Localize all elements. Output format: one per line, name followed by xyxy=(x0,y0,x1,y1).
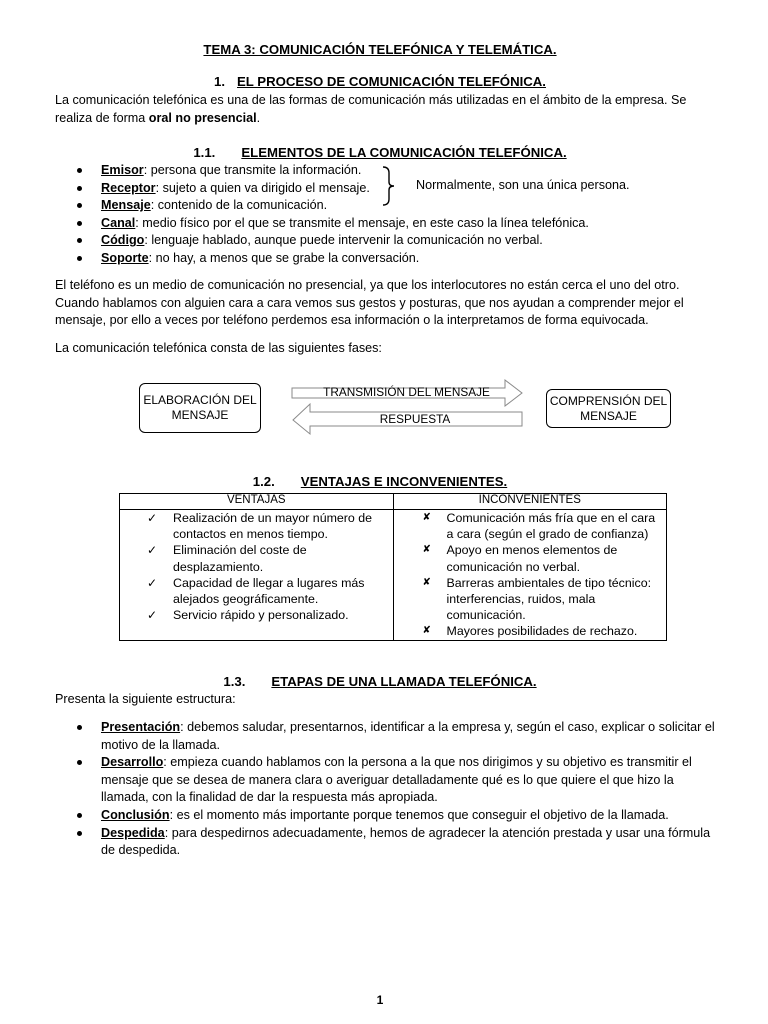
list-item xyxy=(55,719,715,754)
list-item xyxy=(394,542,663,574)
list-text: Comunicación más fría que en el cara a cara (según el grado de confianza) xyxy=(446,511,656,542)
section-1-3-intro: Presenta la siguiente estructura: xyxy=(55,692,236,706)
list-item xyxy=(394,623,663,639)
list-text: Servicio rápido y personalizado. xyxy=(173,608,349,623)
arrow-label-transmision: TRANSMISIÓN DEL MENSAJE xyxy=(323,385,490,399)
section-1-intro xyxy=(55,92,715,127)
list-text: : medio físico por el que se transmite el mensaje, en este caso la línea telefónica. xyxy=(135,215,589,230)
list-text: Capacidad de llegar a lugares más alejados geográficamente. xyxy=(173,575,365,607)
etapas-list xyxy=(55,719,715,860)
inconvenientes-cell xyxy=(393,510,667,641)
list-term: Despedida xyxy=(101,825,165,840)
list-text: Realización de un mayor número de contactos en menos tiempo. xyxy=(173,511,373,542)
phases-intro: La comunicación telefónica consta de las siguientes fases: xyxy=(55,341,382,355)
list-item xyxy=(55,825,715,860)
section-1-number: 1. xyxy=(214,74,226,89)
list-term: Código xyxy=(101,233,145,248)
list-item xyxy=(120,575,389,607)
cross-icon: ✘ xyxy=(422,512,431,523)
section-1-1-heading xyxy=(0,145,760,160)
intro-text: La comunicación telefónica es una de las formas de comunicación más utilizadas en el ámbito de la empresa. Se realiza de forma xyxy=(55,93,687,125)
ventajas-list xyxy=(120,510,393,623)
list-text: : empieza cuando hablamos con la persona a la que nos dirigimos y su objetivo es transmitir el mensaje que se desea de manera clara o averiguar detalladamente qué es lo que quiere el que hizo la llamada, con la finalidad de dar la respuesta más apropiada. xyxy=(101,755,692,805)
list-text: Apoyo en menos elementos de comunicación no verbal. xyxy=(446,543,618,574)
section-1-heading xyxy=(0,74,760,89)
list-item xyxy=(55,232,715,250)
checkmark-icon: ✓ xyxy=(147,511,158,525)
list-item xyxy=(120,542,389,574)
list-item xyxy=(55,807,715,825)
list-item xyxy=(120,510,389,542)
list-item xyxy=(55,250,715,268)
list-text: Mayores posibilidades de rechazo. xyxy=(446,624,638,639)
intro-bold: oral no presencial xyxy=(148,110,257,125)
list-text: Eliminación del coste de desplazamiento. xyxy=(173,543,307,574)
section-1-1-number: 1.1. xyxy=(193,145,216,160)
list-text: : contenido de la comunicación. xyxy=(150,198,328,213)
list-item xyxy=(55,754,715,807)
checkmark-icon: ✓ xyxy=(147,543,158,558)
list-text: : no hay, a menos que se grabe la conversación. xyxy=(148,250,420,265)
ventajas-table xyxy=(119,493,667,641)
table-header-ventajas: VENTAJAS xyxy=(120,494,394,510)
list-term: Presentación xyxy=(101,720,181,734)
list-term: Soporte xyxy=(101,250,149,265)
section-1-title: EL PROCESO DE COMUNICACIÓN TELEFÓNICA. xyxy=(237,74,546,89)
list-term: Desarrollo xyxy=(101,755,164,770)
ventajas-cell xyxy=(120,510,394,641)
list-term: Canal xyxy=(101,215,136,230)
cross-icon: ✘ xyxy=(422,544,431,556)
section-1-3-title: ETAPAS DE UNA LLAMADA TELEFÓNICA. xyxy=(271,674,537,689)
list-text: : para despedirnos adecuadamente, hemos de agradecer la atención prestada y usar una fórmula de despedida. xyxy=(101,825,711,858)
right-brace-icon xyxy=(382,166,396,206)
checkmark-icon: ✓ xyxy=(147,575,158,590)
section-1-3-heading xyxy=(0,674,760,689)
list-text: : persona que transmite la información. xyxy=(143,163,362,177)
page-number: 1 xyxy=(376,993,384,1007)
list-text: : sujeto a quien va dirigido el mensaje. xyxy=(155,180,370,195)
flow-box-label: COMPRENSIÓN DEL MENSAJE xyxy=(549,393,668,423)
section-1-3-number: 1.3. xyxy=(223,674,246,689)
cross-icon: ✘ xyxy=(422,625,431,637)
list-term: Mensaje xyxy=(101,198,151,213)
list-text: : debemos saludar, presentarnos, identificar a la empresa y, según el caso, explicar o solicitar el motivo de la llamada. xyxy=(101,720,715,752)
list-item xyxy=(394,575,663,624)
section-1-1-paragraph: El teléfono es un medio de comunicación no presencial, ya que los interlocutores no están cerca el uno del otro. Cuando hablamos con alguien cara a cara vemos sus gestos y posturas, que nos ayudan a comprender mejor el mensaje, por ello a veces por teléfono perdemos esa información o la interpretamos de forma equivocada. xyxy=(55,278,684,327)
list-item xyxy=(120,607,389,623)
list-text: : lenguaje hablado, aunque puede intervenir la comunicación no verbal. xyxy=(144,233,543,248)
list-item xyxy=(394,510,663,542)
section-1-2-number: 1.2. xyxy=(252,474,275,489)
brace-note: Normalmente, son una única persona. xyxy=(416,178,630,192)
list-term: Receptor xyxy=(101,180,156,195)
list-item xyxy=(55,215,715,233)
list-term: Conclusión xyxy=(101,807,170,822)
flow-box-comprension xyxy=(546,389,671,428)
flow-box-label: ELABORACIÓN DEL MENSAJE xyxy=(143,393,257,422)
document-title: TEMA 3: COMUNICACIÓN TELEFÓNICA Y TELEMÁTICA. xyxy=(203,42,557,57)
list-text: Barreras ambientales de tipo técnico: interferencias, ruidos, mala comunicación. xyxy=(446,575,652,623)
section-1-2-heading xyxy=(0,474,760,489)
inconvenientes-list xyxy=(394,510,667,640)
intro-end: . xyxy=(256,110,261,125)
arrow-label-respuesta: RESPUESTA xyxy=(379,412,451,426)
list-term: Emisor xyxy=(101,163,144,177)
table-header-inconvenientes: INCONVENIENTES xyxy=(393,494,667,510)
checkmark-icon: ✓ xyxy=(147,608,158,623)
list-text: : es el momento más importante porque tenemos que conseguir el objetivo de la llamada. xyxy=(169,807,669,822)
cross-icon: ✘ xyxy=(422,576,431,588)
flow-box-elaboracion xyxy=(139,383,261,433)
section-1-1-title: ELEMENTOS DE LA COMUNICACIÓN TELEFÓNICA. xyxy=(241,145,567,160)
section-1-2-title: VENTAJAS E INCONVENIENTES. xyxy=(300,474,508,489)
